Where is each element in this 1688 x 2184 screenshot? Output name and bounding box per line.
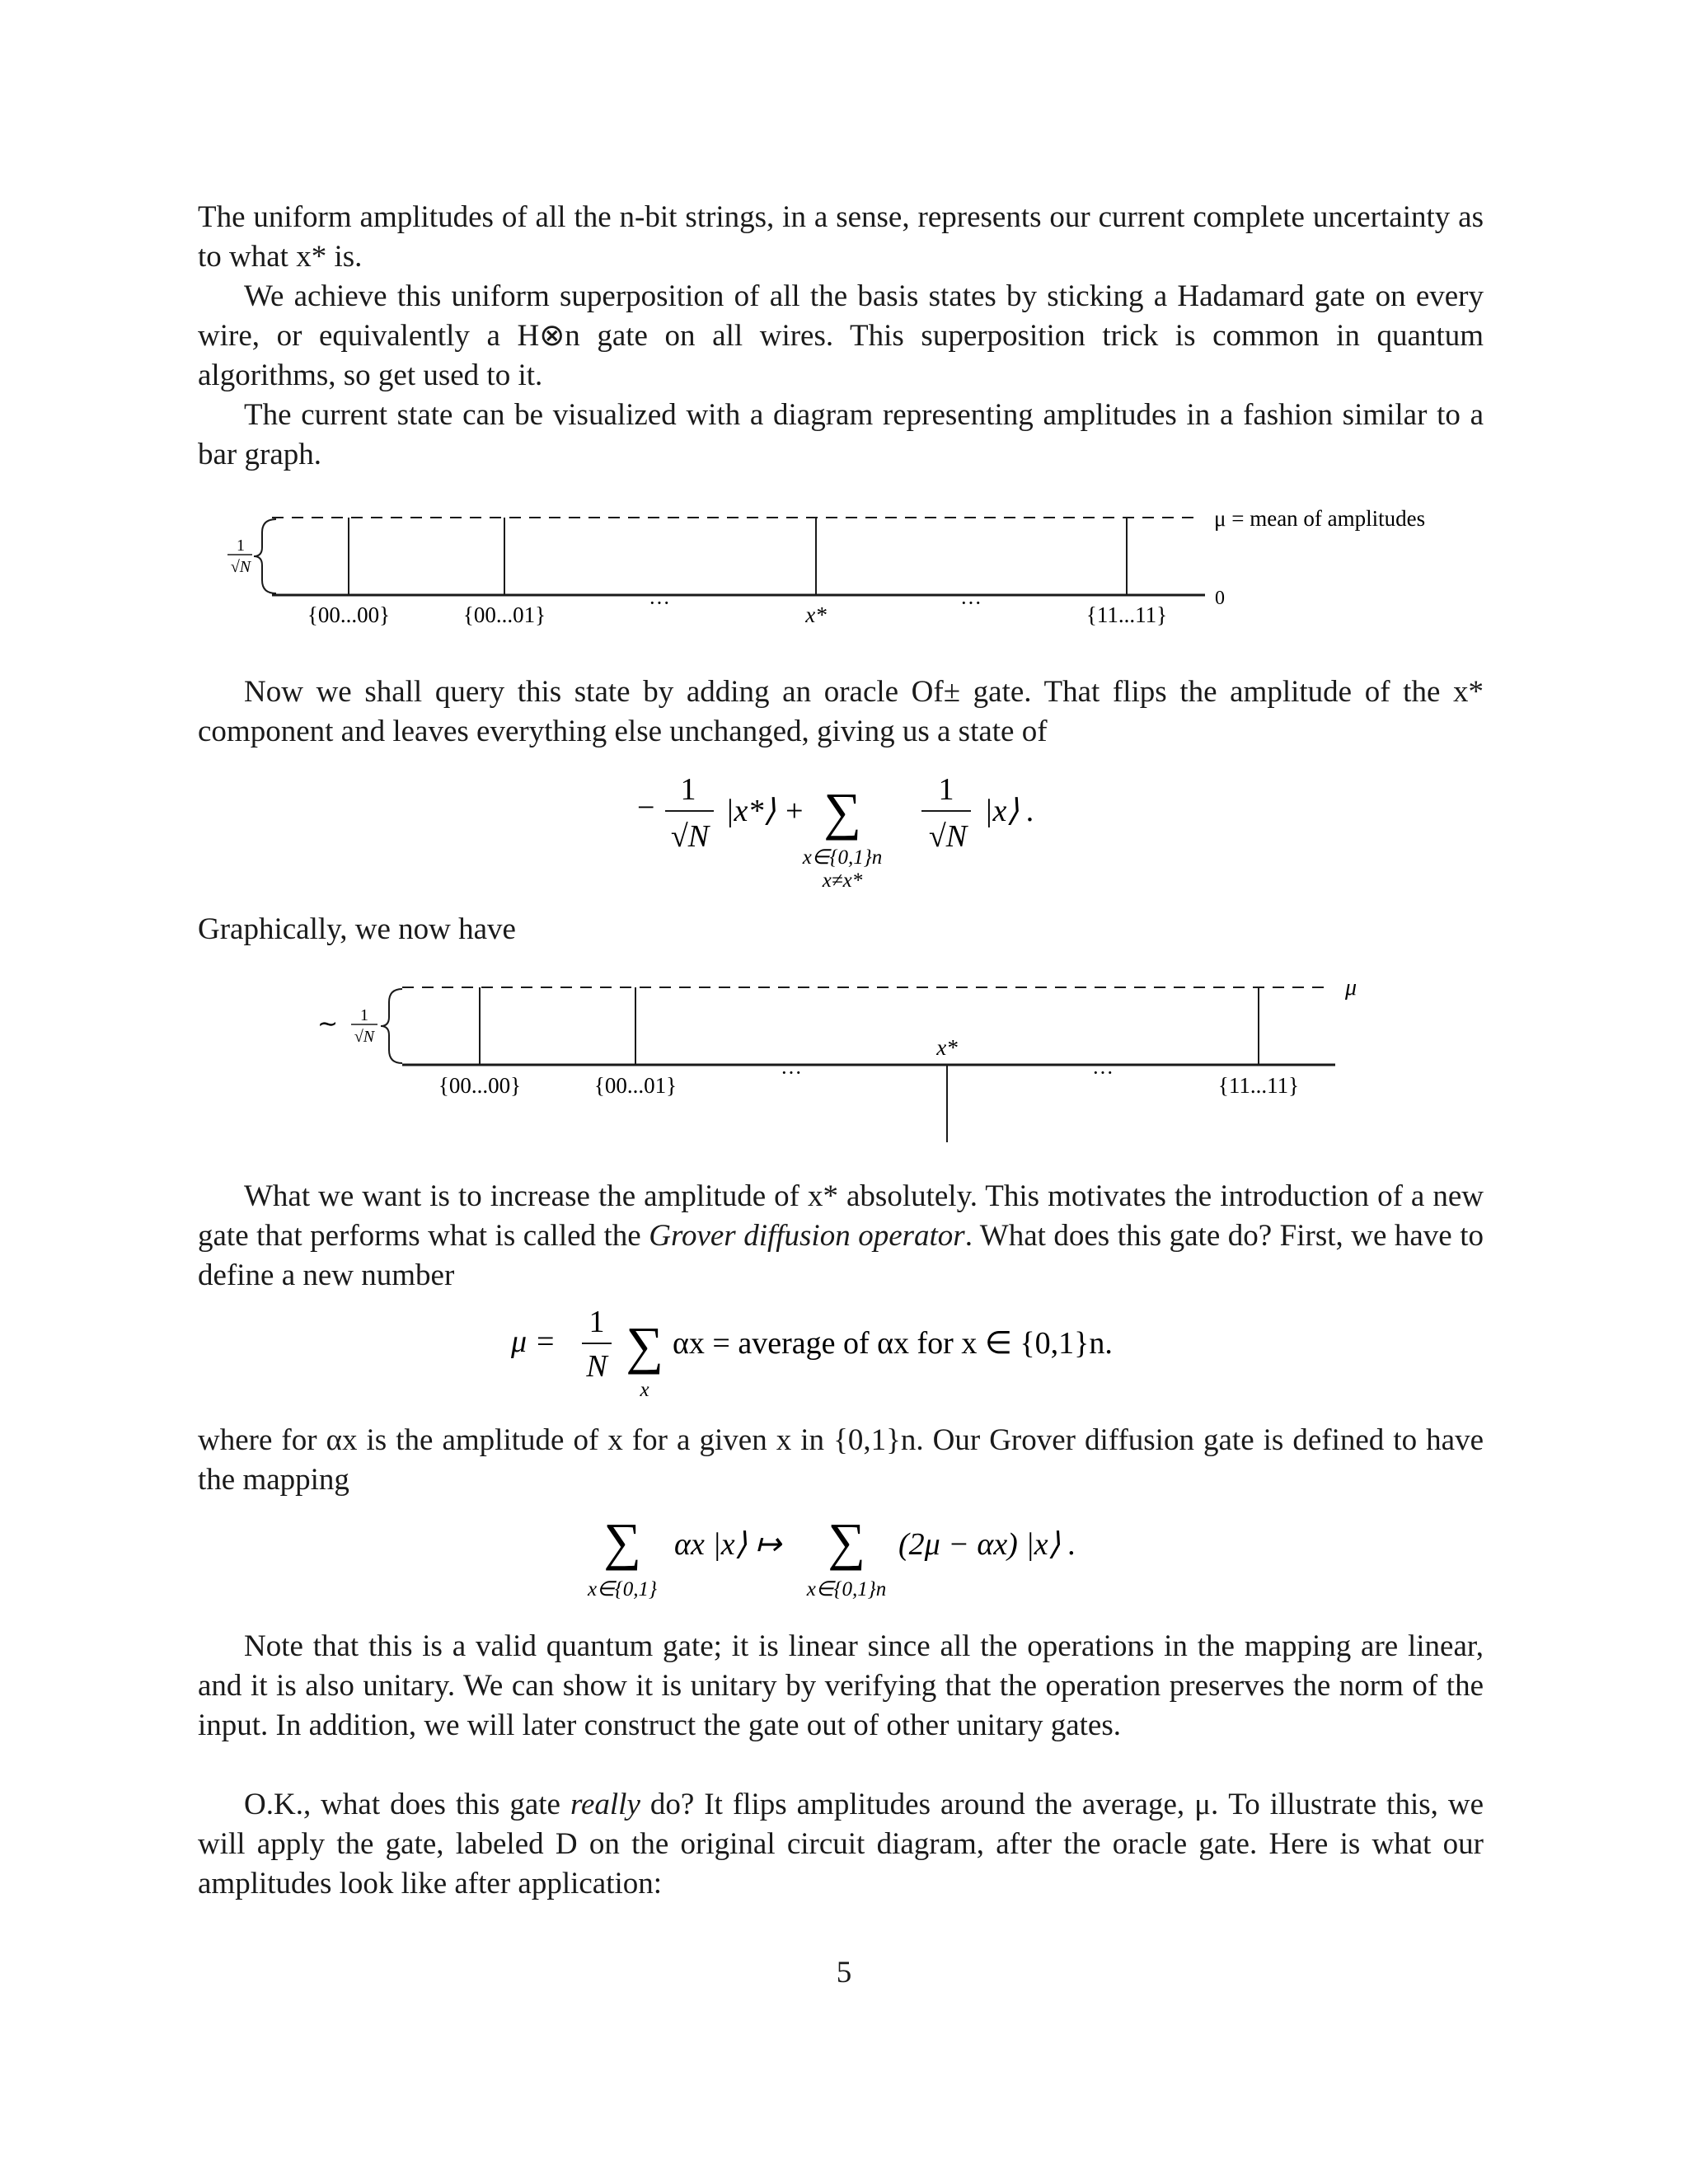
eq1-ket-x: |x⟩ . — [984, 794, 1035, 828]
paragraph-4 — [198, 673, 1484, 752]
label-xstar: x* — [805, 602, 827, 627]
ellipsis2-2: ··· — [1092, 1061, 1114, 1085]
equation-oracle-state — [0, 758, 1688, 907]
zero-label: 0 — [1215, 588, 1225, 609]
label2-11-11: {11...11} — [1217, 1073, 1300, 1098]
scale-brace-2 — [381, 989, 402, 1063]
xstar-label-2: x* — [936, 1035, 958, 1060]
mean-label: μ = mean of amplitudes — [1214, 506, 1426, 531]
paragraph-7-text: where for αx is the amplitude of x for a given x in {0,1}n. Our Grover diffusion gate is defined to have the mapping — [198, 1423, 1484, 1497]
scale2-numerator: 1 — [360, 1006, 368, 1024]
eq1-sum: ∑ — [823, 782, 861, 841]
page-number: 5 — [836, 1956, 852, 1990]
eq3-sum2: ∑ — [828, 1512, 865, 1571]
paragraph-9-text-b: do? It flips amplitudes around the average, μ. To illustrate this, we will apply the gate, labeled D on the original circuit diagram, after the oracle gate. Here is what our amplitudes look like after application: — [198, 1788, 1484, 1900]
scale2-denominator: √N — [354, 1028, 375, 1046]
paragraph-8-text: Note that this is a valid quantum gate; it is linear since all the operations in the mapping are linear, and it is also unitary. We can show it is unitary by verifying that the operation preserves the norm of the input. In addition, we will later construct the gate out of other unitary gates. — [198, 1629, 1484, 1742]
paragraph-6-text-b: . What does this gate do? First, we have to define a new number — [198, 1219, 1484, 1292]
paragraph-2 — [198, 277, 1484, 396]
scale-numerator: 1 — [237, 537, 245, 555]
eq1-frac-num: 1 — [680, 772, 696, 807]
label2-00-00: {00...00} — [438, 1073, 522, 1098]
paragraph-3-text: The current state can be visualized with a diagram representing amplitudes in a fashion similar to a bar graph. — [198, 398, 1484, 471]
eq2-frac-den: N — [586, 1349, 607, 1384]
scale-brace — [254, 519, 276, 593]
label2-00-01: {00...01} — [593, 1073, 678, 1098]
scale-denominator: √N — [230, 558, 251, 576]
eq1-frac2-num: 1 — [938, 772, 954, 807]
paragraph-9-text-a: O.K., what does this gate — [244, 1788, 570, 1821]
eq1-sum-sub2: x≠x* — [822, 869, 863, 892]
mu-label: μ — [1345, 975, 1357, 1001]
eq1-sum-sub1: x∈{0,1}n — [802, 846, 883, 869]
paragraph-7 — [198, 1421, 1484, 1500]
label-00-00: {00...00} — [307, 602, 391, 627]
paragraph-3 — [198, 396, 1484, 475]
paragraph-8 — [198, 1627, 1484, 1746]
eq2-sum: ∑ — [626, 1316, 663, 1375]
eq3-sum1-sub: x∈{0,1} — [587, 1578, 658, 1601]
paragraph-4-text: Now we shall query this state by adding an oracle Of± gate. That flips the amplitude of the x* component and leaves everything else unchanged, giving us a state of — [198, 675, 1484, 748]
eq2-lhs: μ = — [511, 1324, 556, 1359]
equation-mean — [0, 1301, 1688, 1408]
eq1-frac-den: √N — [670, 819, 710, 854]
eq2-rhs: αx = average of αx for x ∈ {0,1}n. — [673, 1326, 1113, 1361]
paragraph-2-text: We achieve this uniform superposition of all the basis states by sticking a Hadamard gate on every wire, or equivalently a H⊗n gate on all wires. This superposition trick is common in quantum algorithms, so get used to it. — [198, 279, 1484, 392]
paragraph-5 — [198, 910, 1484, 949]
paragraph-5-text: Graphically, we now have — [198, 912, 516, 946]
eq3-term1: αx |x⟩ ↦ — [674, 1527, 781, 1562]
paragraph-1 — [198, 198, 1484, 277]
equation-diffusion-mapping — [0, 1505, 1688, 1612]
eq3-term2: (2μ − αx) |x⟩ . — [898, 1527, 1076, 1562]
eq1-minus: − — [637, 790, 655, 825]
ellipsis2-1: ··· — [781, 1061, 802, 1085]
ellipsis-2: ··· — [960, 591, 982, 615]
really-emphasis: really — [570, 1788, 640, 1821]
ellipsis-1: ··· — [649, 591, 670, 615]
amplitude-diagram-after-oracle — [0, 972, 1688, 1154]
tilde: ∼ — [317, 1010, 339, 1038]
amplitude-diagram-uniform — [0, 494, 1688, 643]
eq2-frac-num: 1 — [588, 1305, 605, 1339]
paragraph-1-text: The uniform amplitudes of all the n-bit strings, in a sense, represents our current complete uncertainty as to what x* is. — [198, 200, 1484, 274]
paragraph-6-text-a: What we want is to increase the amplitude of x* absolutely. This motivates the introduction of a new gate that performs what is called the — [198, 1179, 1484, 1253]
paragraph-6 — [198, 1177, 1484, 1296]
label-00-01: {00...01} — [462, 602, 546, 627]
label-11-11: {11...11} — [1085, 602, 1168, 627]
grover-diffusion-term: Grover diffusion operator — [649, 1219, 965, 1253]
eq3-sum2-sub: x∈{0,1}n — [806, 1578, 887, 1601]
eq3-sum1: ∑ — [603, 1512, 641, 1571]
eq1-ket-xstar: |x*⟩ + — [725, 794, 805, 828]
paragraph-9 — [198, 1785, 1484, 1904]
eq1-frac2-den: √N — [928, 819, 968, 854]
eq2-sum-sub: x — [640, 1379, 649, 1401]
